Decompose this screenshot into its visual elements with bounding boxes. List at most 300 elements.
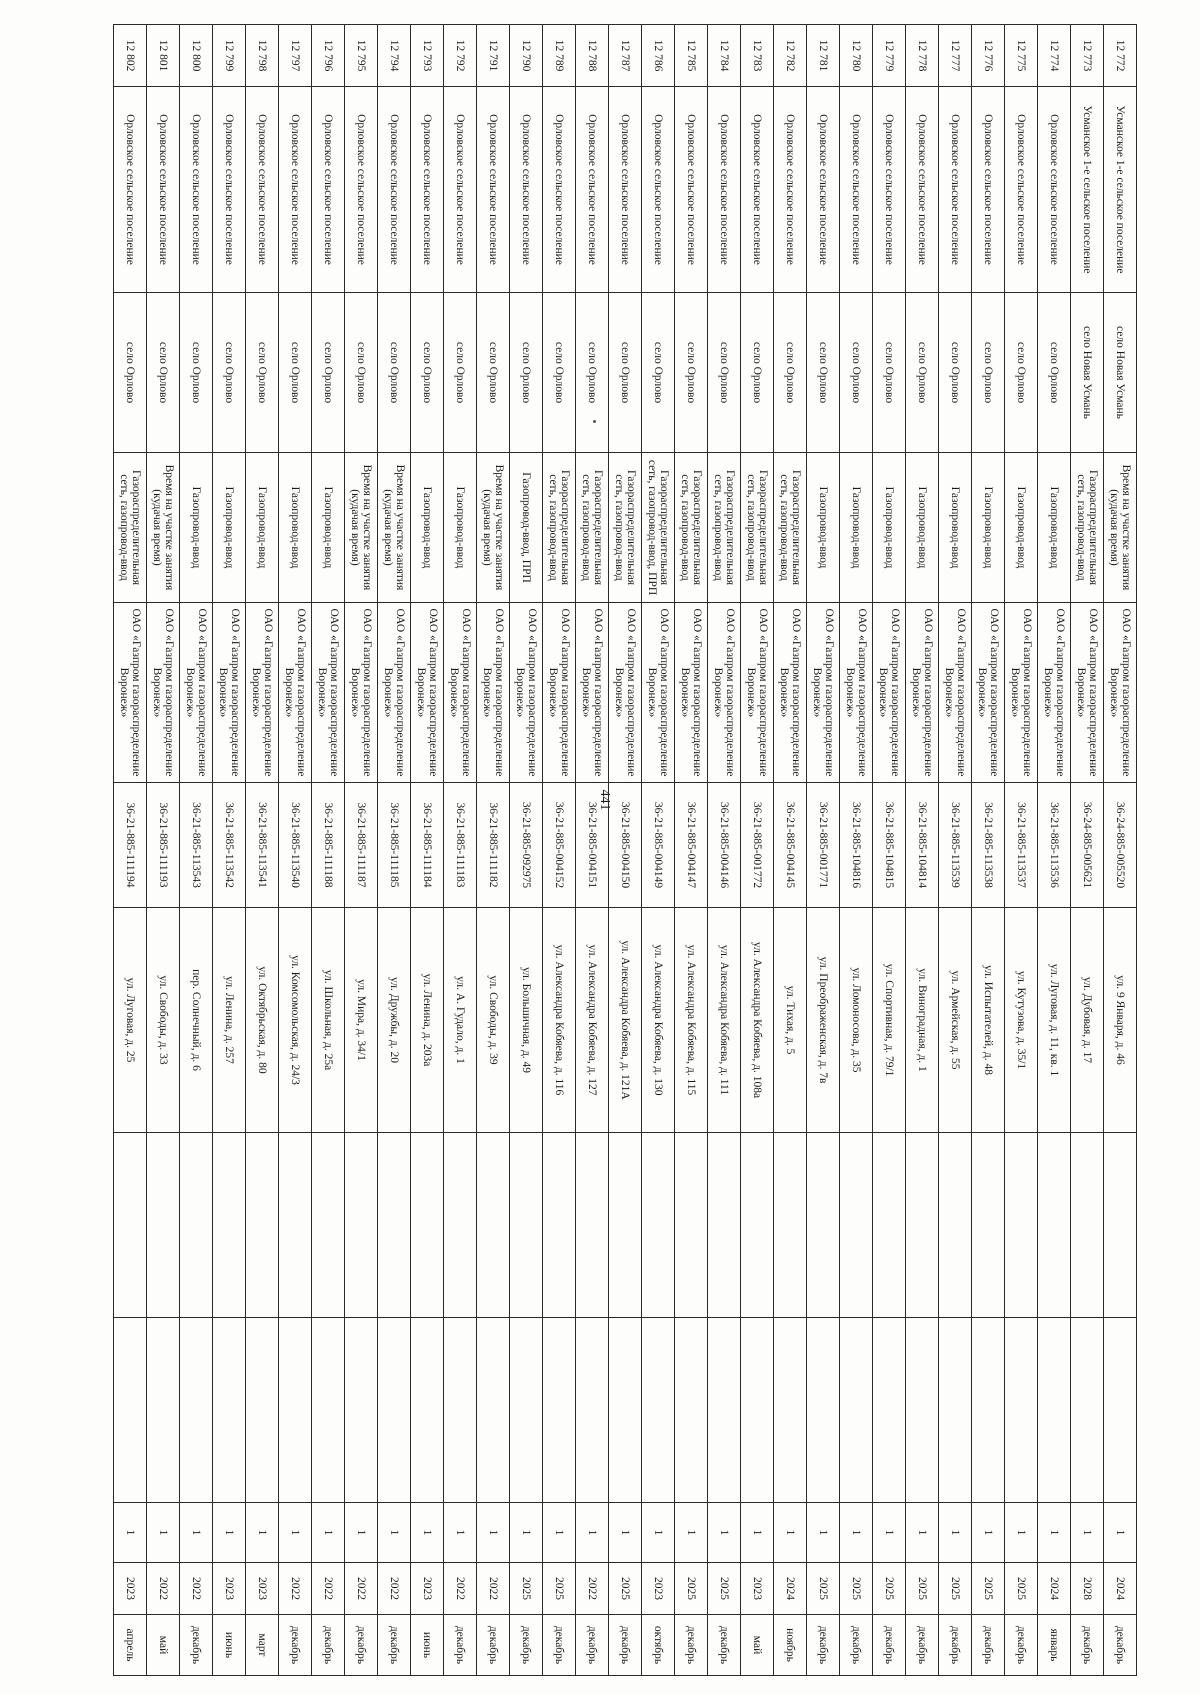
empty-cell [477,1318,510,1503]
address-cell: ул. Большичная, д. 49 [510,908,543,1133]
settlement-cell: Орловское сельское поселение [279,87,312,293]
table-row [411,25,444,1676]
object-type-cell: Газопровод-ввод [444,453,477,603]
empty-cell [213,1318,246,1503]
owner-cell: ОАО «Газпром газораспределение Воронеж» [939,603,972,783]
row-number-cell: 12 779 [873,25,906,87]
row-number-cell: 12 786 [642,25,675,87]
month-cell: май [741,1615,774,1676]
quantity-cell: 1 [807,1503,840,1563]
locality-cell: село Орлово [114,293,147,453]
settlement-cell: Орловское сельское поселение [873,87,906,293]
object-type-cell: Газораспределительная сеть, газопровод-ввод, ПРП [642,453,675,603]
month-cell: декабрь [345,1615,378,1676]
cadastre-number-cell: 36-24-885-005520 [1104,783,1137,908]
object-type-cell: Газораспределительная сеть, газопровод-ввод [774,453,807,603]
settlement-cell: Орловское сельское поселение [1005,87,1038,293]
address-cell: ул. Тихая, д. 5 [774,908,807,1133]
year-cell: 2022 [279,1563,312,1615]
locality-cell: село Орлово [774,293,807,453]
cadastre-number-cell: 36-21-885-113536 [1038,783,1071,908]
owner-cell: ОАО «Газпром газораспределение Воронеж» [543,603,576,783]
year-cell: 2022 [180,1563,213,1615]
owner-cell: ОАО «Газпром газораспределение Воронеж» [411,603,444,783]
object-type-cell: Газораспределительная сеть, газопровод-ввод [114,453,147,603]
row-number-cell: 12 789 [543,25,576,87]
cadastre-number-cell: 36-21-885-111188 [312,783,345,908]
month-cell: декабрь [378,1615,411,1676]
row-number-cell: 12 797 [279,25,312,87]
cadastre-number-cell: 36-21-885-113541 [246,783,279,908]
empty-cell [774,1318,807,1503]
empty-cell [147,1318,180,1503]
month-cell: декабрь [939,1615,972,1676]
quantity-cell: 1 [675,1503,708,1563]
month-cell: декабрь [609,1615,642,1676]
owner-cell: ОАО «Газпром газораспределение Воронеж» [873,603,906,783]
month-cell: декабрь [972,1615,1005,1676]
table-row [1038,25,1071,1676]
empty-cell [906,1133,939,1318]
settlement-cell: Орловское сельское поселение [642,87,675,293]
row-number-cell: 12 782 [774,25,807,87]
settlement-cell: Орловское сельское поселение [840,87,873,293]
empty-cell [510,1133,543,1318]
owner-cell: ОАО «Газпром газораспределение Воронеж» [708,603,741,783]
table-row [873,25,906,1676]
year-cell: 2025 [543,1563,576,1615]
row-number-cell: 12 790 [510,25,543,87]
empty-cell [1071,1133,1104,1318]
object-type-cell: Газораспределительная сеть, газопровод-ввод [543,453,576,603]
empty-cell [873,1133,906,1318]
row-number-cell: 12 785 [675,25,708,87]
table-body [114,25,1137,1676]
month-cell: декабрь [477,1615,510,1676]
year-cell: 2022 [312,1563,345,1615]
table-row [279,25,312,1676]
cadastre-number-cell: 36-21-885-104814 [906,783,939,908]
settlement-cell: Орловское сельское поселение [378,87,411,293]
quantity-cell: 1 [279,1503,312,1563]
locality-cell: село Новая Усмань [1104,293,1137,453]
settlement-cell: Орловское сельское поселение [774,87,807,293]
month-cell: апрель [114,1615,147,1676]
locality-cell: село Орлово [609,293,642,453]
month-cell: декабрь [510,1615,543,1676]
row-number-cell: 12 772 [1104,25,1137,87]
cadastre-number-cell: 36-21-885-111193 [147,783,180,908]
year-cell: 2022 [147,1563,180,1615]
address-cell: ул. Луговая, д. 25 [114,908,147,1133]
owner-cell: ОАО «Газпром газораспределение Воронеж» [279,603,312,783]
row-number-cell: 12 791 [477,25,510,87]
row-number-cell: 12 788 [576,25,609,87]
quantity-cell: 1 [1104,1503,1137,1563]
year-cell: 2025 [708,1563,741,1615]
month-cell: декабрь [708,1615,741,1676]
empty-cell [444,1133,477,1318]
table-row [378,25,411,1676]
table-row [939,25,972,1676]
cadastre-number-cell: 36-21-885-004150 [609,783,642,908]
owner-cell: ОАО «Газпром газораспределение Воронеж» [774,603,807,783]
year-cell: 2023 [114,1563,147,1615]
empty-cell [345,1133,378,1318]
year-cell: 2025 [906,1563,939,1615]
owner-cell: ОАО «Газпром газораспределение Воронеж» [1104,603,1137,783]
owner-cell: ОАО «Газпром газораспределение Воронеж» [642,603,675,783]
owner-cell: ОАО «Газпром газораспределение Воронеж» [213,603,246,783]
row-number-cell: 12 773 [1071,25,1104,87]
owner-cell: ОАО «Газпром газораспределение Воронеж» [840,603,873,783]
owner-cell: ОАО «Газпром газораспределение Воронеж» [114,603,147,783]
address-cell: ул. Александра Кобяева, д. 130 [642,908,675,1133]
quantity-cell: 1 [1038,1503,1071,1563]
quantity-cell: 1 [741,1503,774,1563]
quantity-cell: 1 [213,1503,246,1563]
table-row [147,25,180,1676]
locality-cell: село Орлово [510,293,543,453]
settlement-cell: Орловское сельское поселение [675,87,708,293]
row-number-cell: 12 783 [741,25,774,87]
row-number-cell: 12 777 [939,25,972,87]
table-row [246,25,279,1676]
empty-cell [279,1133,312,1318]
owner-cell: ОАО «Газпром газораспределение Воронеж» [972,603,1005,783]
quantity-cell: 1 [180,1503,213,1563]
owner-cell: ОАО «Газпром газораспределение Воронеж» [510,603,543,783]
empty-cell [741,1133,774,1318]
address-cell: ул. Комсомольская, д. 24/3 [279,908,312,1133]
empty-cell [642,1133,675,1318]
year-cell: 2022 [576,1563,609,1615]
object-type-cell: Газопровод-ввод, ПРП [510,453,543,603]
row-number-cell: 12 802 [114,25,147,87]
settlement-cell: Орловское сельское поселение [411,87,444,293]
address-cell: ул. Свободы, д. 39 [477,908,510,1133]
locality-cell: село Орлово [873,293,906,453]
quantity-cell: 1 [774,1503,807,1563]
row-number-cell: 12 774 [1038,25,1071,87]
owner-cell: ОАО «Газпром газораспределение Воронеж» [378,603,411,783]
month-cell: декабрь [312,1615,345,1676]
locality-cell: село Орлово [444,293,477,453]
locality-cell: село Орлово [807,293,840,453]
quantity-cell: 1 [609,1503,642,1563]
cadastre-number-cell: 36-21-885-113543 [180,783,213,908]
cadastre-number-cell: 36-21-885-113539 [939,783,972,908]
quantity-cell: 1 [543,1503,576,1563]
quantity-cell: 1 [411,1503,444,1563]
empty-cell [180,1318,213,1503]
cadastre-number-cell: 36-21-885-111185 [378,783,411,908]
object-type-cell: Газопровод-ввод [279,453,312,603]
table-row [774,25,807,1676]
object-type-cell: Газораспределительная сеть, газопровод-ввод [609,453,642,603]
quantity-cell: 1 [873,1503,906,1563]
month-cell: декабрь [180,1615,213,1676]
empty-cell [1071,1318,1104,1503]
empty-cell [543,1133,576,1318]
owner-cell: ОАО «Газпром газораспределение Воронеж» [312,603,345,783]
empty-cell [675,1133,708,1318]
table-row [213,25,246,1676]
month-cell: декабрь [1005,1615,1038,1676]
row-number-cell: 12 798 [246,25,279,87]
settlement-cell: Орловское сельское поселение [345,87,378,293]
cadastre-number-cell: 36-21-885-111182 [477,783,510,908]
locality-cell: село Орлово [906,293,939,453]
object-type-cell: Газопровод-ввод [1038,453,1071,603]
month-cell: декабрь [807,1615,840,1676]
locality-cell: село Орлово [378,293,411,453]
row-number-cell: 12 775 [1005,25,1038,87]
address-cell: ул. Александра Кобяева, д. 115 [675,908,708,1133]
year-cell: 2025 [510,1563,543,1615]
month-cell: январь [1038,1615,1071,1676]
cadastre-number-cell: 36-21-885-104815 [873,783,906,908]
settlement-cell: Орловское сельское поселение [312,87,345,293]
quantity-cell: 1 [642,1503,675,1563]
settlement-cell: Орловское сельское поселение [477,87,510,293]
cadastre-number-cell: 36-24-885-005621 [1071,783,1104,908]
table-row [444,25,477,1676]
empty-cell [708,1133,741,1318]
object-type-cell: Время на участке занятия (кудачая время) [1104,453,1137,603]
row-number-cell: 12 799 [213,25,246,87]
locality-cell: село Орлово [741,293,774,453]
locality-cell: село Орлово [675,293,708,453]
row-number-cell: 12 794 [378,25,411,87]
owner-cell: ОАО «Газпром газораспределение Воронеж» [675,603,708,783]
rotated-table-container [113,24,1137,1675]
owner-cell: ОАО «Газпром газораспределение Воронеж» [147,603,180,783]
owner-cell: ОАО «Газпром газораспределение Воронеж» [576,603,609,783]
table-row [1005,25,1038,1676]
quantity-cell: 1 [345,1503,378,1563]
table-row [477,25,510,1676]
owner-cell: ОАО «Газпром газораспределение Воронеж» [477,603,510,783]
month-cell: декабрь [543,1615,576,1676]
empty-cell [708,1318,741,1503]
object-type-cell: Газопровод-ввод [939,453,972,603]
quantity-cell: 1 [477,1503,510,1563]
month-cell: декабрь [444,1615,477,1676]
cadastre-number-cell: 36-21-885-001771 [807,783,840,908]
empty-cell [774,1133,807,1318]
empty-cell [378,1318,411,1503]
cadastre-number-cell: 36-21-885-004152 [543,783,576,908]
address-cell: ул. 9 Января, д. 46 [1104,908,1137,1133]
quantity-cell: 1 [1005,1503,1038,1563]
empty-cell [642,1318,675,1503]
address-cell: ул. Александра Кобяева, д. 111 [708,908,741,1133]
quantity-cell: 1 [939,1503,972,1563]
address-cell: ул. Октябрьская, д. 80 [246,908,279,1133]
empty-cell [543,1318,576,1503]
address-cell: ул. Школьная, д. 25а [312,908,345,1133]
year-cell: 2025 [609,1563,642,1615]
object-type-cell: Газопровод-ввод [807,453,840,603]
settlement-cell: Усманское 1-е сельское поселение [1104,87,1137,293]
locality-cell: село Орлово [1038,293,1071,453]
month-cell: ноябрь [774,1615,807,1676]
empty-cell [576,1133,609,1318]
settlement-cell: Орловское сельское поселение [906,87,939,293]
empty-cell [972,1133,1005,1318]
settlement-cell: Орловское сельское поселение [213,87,246,293]
empty-cell [807,1318,840,1503]
locality-cell: село Орлово [345,293,378,453]
locality-cell: село Орлово [840,293,873,453]
year-cell: 2025 [939,1563,972,1615]
row-number-cell: 12 801 [147,25,180,87]
year-cell: 2023 [642,1563,675,1615]
cadastre-number-cell: 36-21-885-001772 [741,783,774,908]
locality-cell: село Орлово [939,293,972,453]
object-type-cell: Газораспределительная сеть, газопровод-ввод [741,453,774,603]
object-type-cell: Газораспределительная сеть, газопровод-ввод [1071,453,1104,603]
owner-cell: ОАО «Газпром газораспределение Воронеж» [807,603,840,783]
empty-cell [1038,1133,1071,1318]
locality-cell: село Орлово [972,293,1005,453]
table-row [741,25,774,1676]
empty-cell [312,1133,345,1318]
empty-cell [345,1318,378,1503]
month-cell: июнь [213,1615,246,1676]
quantity-cell: 1 [444,1503,477,1563]
settlement-cell: Орловское сельское поселение [114,87,147,293]
address-cell: ул. Александра Кобяева, д. 108а [741,908,774,1133]
settlement-cell: Орловское сельское поселение [939,87,972,293]
settlement-cell: Орловское сельское поселение [576,87,609,293]
quantity-cell: 1 [576,1503,609,1563]
object-type-cell: Газопровод-ввод [972,453,1005,603]
empty-cell [411,1133,444,1318]
empty-cell [1005,1133,1038,1318]
month-cell: декабрь [873,1615,906,1676]
empty-cell [576,1318,609,1503]
year-cell: 2023 [213,1563,246,1615]
cadastre-number-cell: 36-21-885-111194 [114,783,147,908]
empty-cell [741,1318,774,1503]
locality-cell: село Орлово [279,293,312,453]
locality-cell: село Орлово [1005,293,1038,453]
empty-cell [675,1318,708,1503]
empty-cell [609,1133,642,1318]
empty-cell [246,1318,279,1503]
settlement-cell: Орловское сельское поселение [609,87,642,293]
address-cell: ул. Свободы, д. 33 [147,908,180,1133]
object-type-cell: Газопровод-ввод [1005,453,1038,603]
row-number-cell: 12 776 [972,25,1005,87]
row-number-cell: 12 778 [906,25,939,87]
table-frame [113,24,1137,1675]
empty-cell [807,1133,840,1318]
table-row [510,25,543,1676]
object-type-cell: Газопровод-ввод [411,453,444,603]
empty-cell [1104,1318,1137,1503]
quantity-cell: 1 [510,1503,543,1563]
year-cell: 2022 [345,1563,378,1615]
month-cell: октябрь [642,1615,675,1676]
cadastre-number-cell: 36-21-885-092975 [510,783,543,908]
cadastre-number-cell: 36-21-885-113540 [279,783,312,908]
empty-cell [510,1318,543,1503]
object-type-cell: Газопровод-ввод [840,453,873,603]
owner-cell: ОАО «Газпром газораспределение Воронеж» [741,603,774,783]
empty-cell [1005,1318,1038,1503]
year-cell: 2024 [1038,1563,1071,1615]
table-row [1104,25,1137,1676]
quantity-cell: 1 [906,1503,939,1563]
year-cell: 2022 [477,1563,510,1615]
address-cell: ул. Ленина, д. 257 [213,908,246,1133]
row-number-cell: 12 792 [444,25,477,87]
locality-cell: село Орлово [147,293,180,453]
empty-cell [279,1318,312,1503]
empty-cell [939,1133,972,1318]
owner-cell: ОАО «Газпром газораспределение Воронеж» [180,603,213,783]
object-type-cell: Газопровод-ввод [906,453,939,603]
page-number: 441 [597,789,612,811]
table-row [906,25,939,1676]
address-cell: ул. Испытателей, д. 48 [972,908,1005,1133]
quantity-cell: 1 [840,1503,873,1563]
settlement-cell: Орловское сельское поселение [972,87,1005,293]
month-cell: декабрь [279,1615,312,1676]
locality-cell: село Орлово [180,293,213,453]
locality-cell: село Новая Усмань [1071,293,1104,453]
empty-cell [114,1133,147,1318]
year-cell: 2022 [444,1563,477,1615]
settlement-cell: Усманское 1-е сельское поселение [1071,87,1104,293]
table-row [609,25,642,1676]
table-row [1071,25,1104,1676]
cadastre-number-cell: 36-21-885-104816 [840,783,873,908]
table-row [114,25,147,1676]
quantity-cell: 1 [312,1503,345,1563]
empty-cell [906,1318,939,1503]
object-type-cell: Газопровод-ввод [180,453,213,603]
locality-cell: село Орлово [543,293,576,453]
month-cell: декабрь [1071,1615,1104,1676]
settlement-cell: Орловское сельское поселение [708,87,741,293]
empty-cell [180,1133,213,1318]
settlement-cell: Орловское сельское поселение [444,87,477,293]
empty-cell [840,1318,873,1503]
month-cell: июнь [411,1615,444,1676]
address-cell: ул. Ленина, д. 203а [411,908,444,1133]
table-row [642,25,675,1676]
empty-cell [477,1133,510,1318]
row-number-cell: 12 787 [609,25,642,87]
row-number-cell: 12 784 [708,25,741,87]
settlement-cell: Орловское сельское поселение [147,87,180,293]
address-cell: ул. А. Гудало, д. 1 [444,908,477,1133]
gas-register-table [113,24,1137,1676]
owner-cell: ОАО «Газпром газораспределение Воронеж» [246,603,279,783]
locality-cell: село Орлово [477,293,510,453]
cadastre-number-cell: 36-21-885-113537 [1005,783,1038,908]
quantity-cell: 1 [1071,1503,1104,1563]
cadastre-number-cell: 36-21-885-004151 [576,783,609,908]
quantity-cell: 1 [246,1503,279,1563]
settlement-cell: Орловское сельское поселение [543,87,576,293]
year-cell: 2028 [1071,1563,1104,1615]
address-cell: ул. Луговая, д. 11, кв. 1 [1038,908,1071,1133]
